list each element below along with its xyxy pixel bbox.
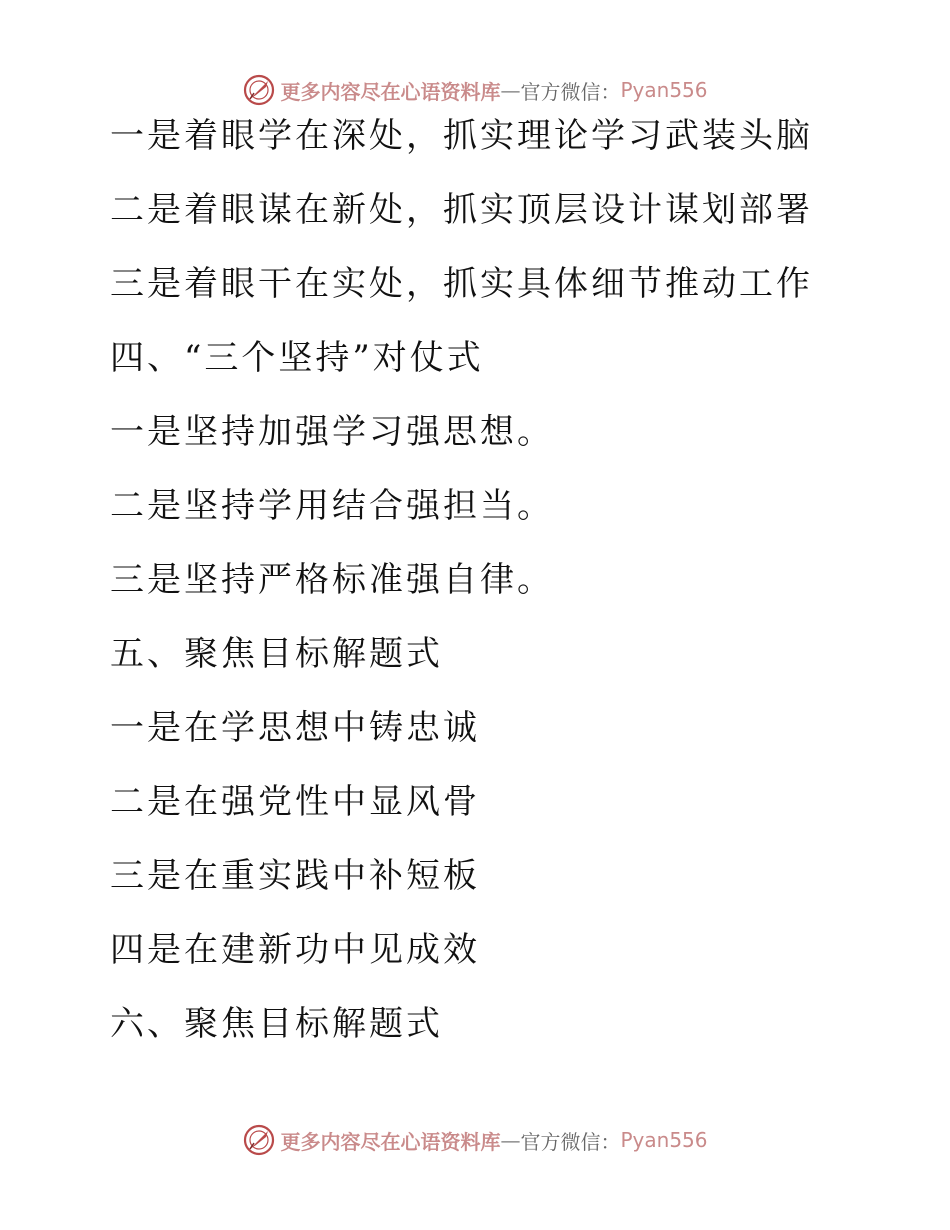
body-line: 一是着眼学在深处，抓实理论学习武装头脑 [110,116,813,156]
quill-pen-seal-icon [242,1123,276,1157]
watermark-text: 更多内容尽在心语资料库 [280,1129,501,1154]
body-line: 一是在学思想中铸忠诚 [110,708,480,748]
section-heading: 五、聚焦目标解题式 [110,634,443,674]
watermark-text: 更多内容尽在心语资料库 [280,79,501,104]
watermark-wechat-id: Pyan556 [620,1128,708,1152]
watermark-separator: — [500,78,521,102]
watermark-separator: — [500,1128,521,1152]
section-heading: 六、聚焦目标解题式 [110,1004,443,1044]
body-line: 二是在强党性中显风骨 [110,782,480,822]
body-line: 二是坚持学用结合强担当。 [110,486,554,526]
watermark-official-label: 官方微信： [520,79,621,104]
body-line: 三是坚持严格标准强自律。 [110,560,554,600]
section-heading: 四、“三个坚持”对仗式 [110,338,484,378]
body-line: 二是着眼谋在新处，抓实顶层设计谋划部署 [110,190,813,230]
watermark-wechat-id: Pyan556 [620,78,708,102]
document-body [110,118,890,1080]
header-watermark [0,70,950,110]
body-line: 三是在重实践中补短板 [110,856,480,896]
body-line: 三是着眼干在实处，抓实具体细节推动工作 [110,264,813,304]
body-line: 四是在建新功中见成效 [110,930,480,970]
quill-pen-seal-icon [242,73,276,107]
watermark-official-label: 官方微信： [520,1129,621,1154]
body-line: 一是坚持加强学习强思想。 [110,412,554,452]
footer-watermark [0,1120,950,1160]
